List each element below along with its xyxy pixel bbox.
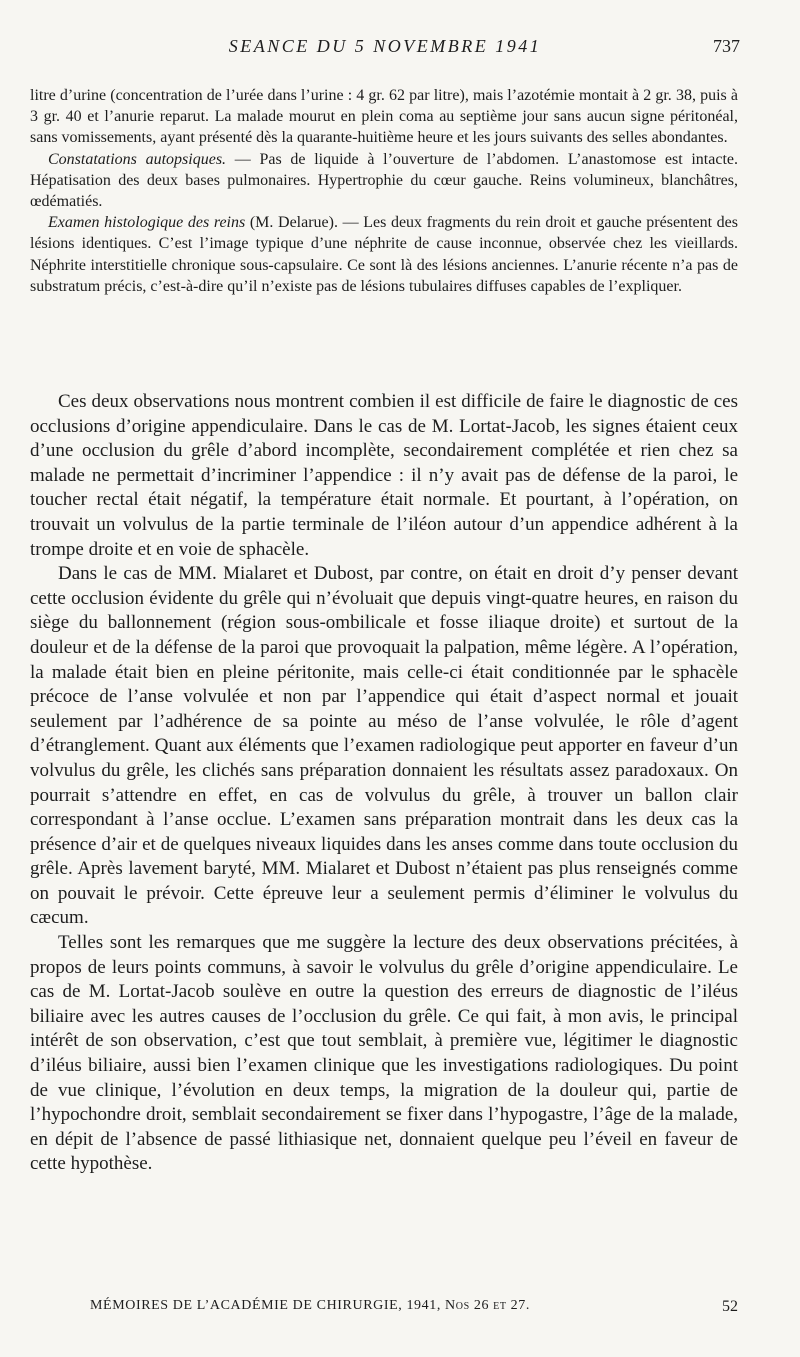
- page-header: [30, 36, 740, 64]
- autopsy-paragraph: [30, 149, 738, 213]
- autopsy-text: — Pas de liquide à l’ouverture de l’abdomen. L’anastomose est intacte. Hépatisation des deux bases pulmonaires. Hypertrophie du cœur gauche. Reins volumineux, blanchâtres, œdématiés.: [30, 150, 738, 211]
- page-footer: [30, 1298, 738, 1322]
- case-report-paragraph: litre d’urine (concentration de l’urée dans l’urine : 4 gr. 62 par litre), mais l’azotémie montait à 2 gr. 38, puis à 3 gr. 40 et l’anurie reparut. La malade mourut en plein coma au septième jour sans aucun signe péritonéal, sans vomissements, ayant présenté dès la quarante-huitième heure et les jours suivants des selles abondantes.: [30, 87, 738, 147]
- case-report-section: [30, 85, 738, 297]
- running-title: SEANCE DU 5 NOVEMBRE 1941: [228, 36, 542, 56]
- journal-citation: MÉMOIRES DE L’ACADÉMIE DE CHIRURGIE, 1941, Nos 26 et 27.: [90, 1298, 530, 1313]
- discussion-paragraph: Ces deux observations nous montrent combien il est difficile de faire le diagnostic de ces occlusions d’origine appendiculaire. Dans le cas de M. Lortat-Jacob, les signes étaient ceux d’une occlusion du grêle d’abord incomplète, secondairement complétée et rien chez sa malade ne permettait d’incriminer l’appendice : il n’y avait pas de défense de la paroi, le toucher rectal était négatif, la température était normale. Et pourtant, à l’opération, on trouvait un volvulus de la partie terminale de l’iléon autour d’un appendice adhérent à la trompe droite et en voie de sphacèle.: [30, 391, 738, 560]
- autopsy-heading: Constatations autopsiques.: [48, 150, 227, 168]
- discussion-paragraph: Dans le cas de MM. Mialaret et Dubost, par contre, on était en droit d’y penser devant cette occlusion évidente du grêle qui n’évoluait que depuis vingt-quatre heures, en raison du siège du ballonnement (région sous-ombilicale et fosse iliaque droite) et surtout de la douleur et de la défense de la paroi que provoquait la palpation, même légère. A l’opération, la malade était bien en pleine péritonite, mais celle-ci était conditionnée par le sphacèle précoce de l’anse volvulée et non par l’appendice qui était d’aspect normal et jouait seulement par l’adhérence de sa pointe au méso de l’anse volvulée, le rôle d’agent d’étranglement. Quant aux éléments que l’examen radiologique peut apporter en faveur d’un volvulus du grêle, les clichés sans préparation donnaient les résultats assez paradoxaux. On pourrait s’attendre en effet, en cas de volvulus du grêle, à trouver un ballon clair correspondant à l’anse occlue. L’examen sans préparation montrait dans les deux cas la présence d’air et de quelques niveaux liquides dans les anses comme dans toute occlusion du grêle. Après lavement baryté, MM. Mialaret et Dubost n’étaient pas plus renseignés comme on pouvait le prévoir. Cette épreuve leur a seulement permis d’éliminer le volvulus du cæcum.: [30, 563, 738, 929]
- histology-paragraph: [30, 212, 738, 297]
- discussion-paragraph: Telles sont les remarques que me suggère la lecture des deux observations précitées, à propos de leurs points communs, à savoir le volvulus du grêle d’origine appendiculaire. Le cas de M. Lortat-Jacob soulève en outre la question des erreurs de diagnostic de l’iléus biliaire avec les autres causes de l’occlusion du grêle. Ce qui fait, à mon avis, le principal intérêt de son observation, c’est que tout semblait, à première vue, légitimer le diagnostic d’iléus biliaire, aussi bien l’examen clinique que les investigations radiologiques. Du point de vue clinique, l’évolution en deux temps, la migration de la douleur qui, partie de l’hypochondre droit, semblait secondairement se fixer dans l’hypogastre, l’âge de la malade, en dépit de l’absence de passé lithiasique net, donnaient quelque peu l’éveil en faveur de cette hypothèse.: [30, 932, 738, 1175]
- sheet-number: 52: [722, 1298, 738, 1315]
- histology-heading: Examen histologique des reins: [48, 214, 246, 232]
- discussion-section: [30, 390, 738, 1177]
- page-number: 737: [713, 36, 740, 56]
- histology-text: (M. Delarue). — Les deux fragments du rein droit et gauche présentent des lésions identiques. C’est l’image typique d’une néphrite de cause inconnue, observée chez les vieillards. Néphrite interstitielle chronique sous-capsulaire. Ce sont là des lésions anciennes. L’anurie récente n’a pas de substratum précis, c’est-à-dire qu’il n’existe pas de lésions tubulaires diffuses capables de l’expliquer.: [30, 214, 739, 295]
